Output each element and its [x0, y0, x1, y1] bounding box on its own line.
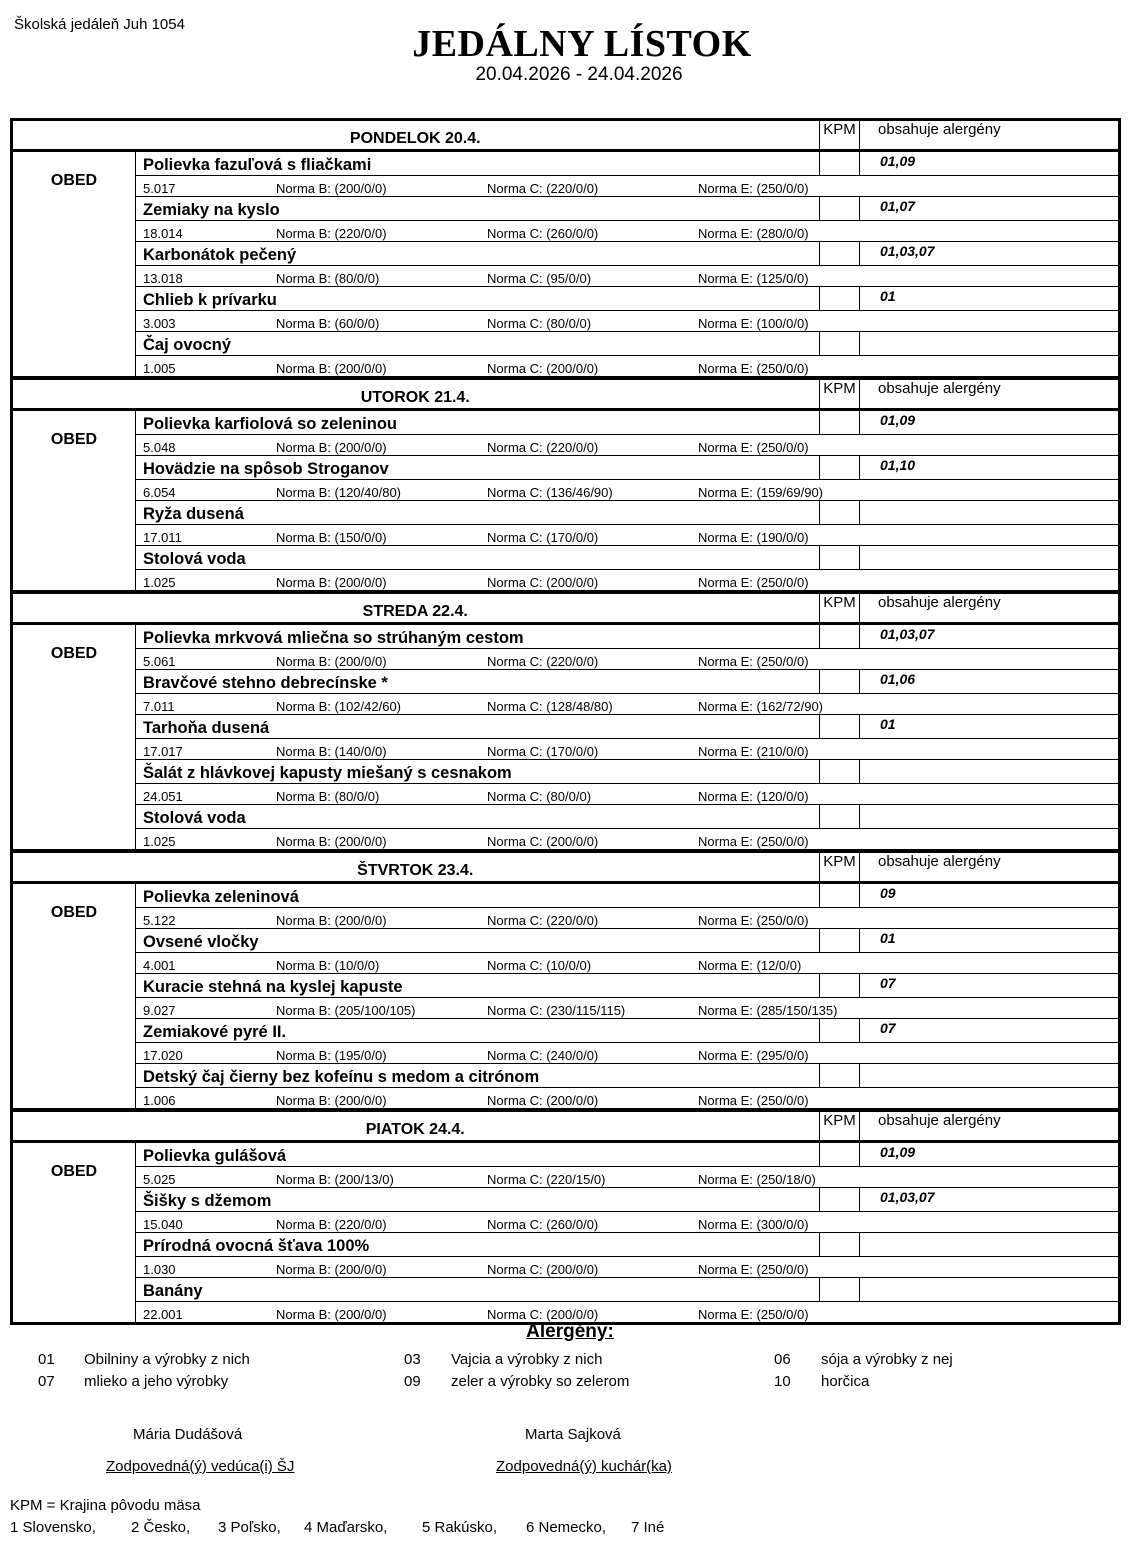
kpm-cell [820, 151, 860, 176]
norm-c: Norma C: (240/0/0) [487, 1048, 599, 1063]
dish-allergens: 01,03,07 [860, 624, 1120, 649]
dish-row [12, 1142, 1120, 1167]
norm-b: Norma B: (120/40/80) [276, 485, 402, 500]
kpm-cell [820, 1064, 860, 1088]
dish-row [12, 974, 1120, 998]
kpm-cell [820, 1278, 860, 1302]
dish-name: Kuracie stehná na kyslej kapuste [136, 974, 820, 998]
country-item: 5 Rakúsko, [422, 1519, 498, 1536]
norm-e: Norma E: (120/0/0) [698, 789, 809, 804]
norm-c: Norma C: (200/0/0) [487, 1093, 599, 1108]
allergen-code: 09 [404, 1373, 421, 1390]
country-item: 2 Česko, [131, 1519, 191, 1536]
dish-row [12, 410, 1120, 435]
dish-row [12, 715, 1120, 739]
dish-name: Šišky s džemom [136, 1188, 820, 1212]
norm-row [12, 1212, 1120, 1233]
kpm-cell [820, 332, 860, 356]
norm-b: Norma B: (200/0/0) [276, 834, 387, 849]
dish-row [12, 332, 1120, 356]
manager-name: Mária Dudášová [133, 1426, 243, 1443]
norm-e: Norma E: (280/0/0) [698, 226, 809, 241]
dish-row [12, 197, 1120, 221]
norm-c: Norma C: (95/0/0) [487, 271, 592, 286]
kpm-cell [820, 974, 860, 998]
norm-b: Norma B: (200/13/0) [276, 1172, 394, 1187]
norm-e: Norma E: (250/18/0) [698, 1172, 816, 1187]
norm-row [12, 953, 1120, 974]
dish-code: 1.025 [143, 834, 176, 849]
norm-c: Norma C: (136/46/90) [487, 485, 613, 500]
dish-code: 3.003 [143, 316, 176, 331]
norm-row [12, 356, 1120, 377]
dish-name: Stolová voda [136, 546, 820, 570]
norm-b: Norma B: (195/0/0) [276, 1048, 387, 1063]
dish-allergens: 01 [860, 287, 1120, 311]
allergen-text: zeler a výrobky so zelerom [451, 1373, 630, 1390]
norm-row [12, 908, 1120, 929]
manager-role: Zodpovedná(ý) vedúca(i) ŠJ [106, 1458, 295, 1475]
allergens-header: obsahuje alergény [860, 1111, 1120, 1142]
dish-code: 5.122 [143, 913, 176, 928]
dish-row [12, 1278, 1120, 1302]
norm-c: Norma C: (200/0/0) [487, 1307, 599, 1322]
norm-b: Norma B: (200/0/0) [276, 440, 387, 455]
dish-allergens: 09 [860, 883, 1120, 908]
kpm-cell [820, 501, 860, 525]
dish-allergens [860, 1233, 1120, 1257]
kpm-header: KPM [820, 852, 860, 883]
norm-c: Norma C: (10/0/0) [487, 958, 592, 973]
day-block [10, 1109, 1121, 1325]
dish-code: 13.018 [143, 271, 183, 286]
kpm-cell [820, 760, 860, 784]
norm-row [12, 998, 1120, 1019]
dish-row [12, 1019, 1120, 1043]
school-name: Školská jedáleň Juh 1054 [14, 16, 185, 33]
kpm-cell [820, 805, 860, 829]
dish-name: Hovädzie na spôsob Stroganov [136, 456, 820, 480]
kpm-cell [820, 624, 860, 649]
norm-e: Norma E: (250/0/0) [698, 575, 809, 590]
kpm-note: KPM = Krajina pôvodu mäsa [10, 1497, 201, 1514]
norm-b: Norma B: (200/0/0) [276, 1307, 387, 1322]
dish-name: Polievka gulášová [136, 1142, 820, 1167]
norm-c: Norma C: (230/115/115) [487, 1003, 626, 1018]
allergens-title: Alergény: [526, 1321, 614, 1342]
norm-b: Norma B: (80/0/0) [276, 789, 380, 804]
norm-b: Norma B: (102/42/60) [276, 699, 402, 714]
dish-name: Tarhoňa dusená [136, 715, 820, 739]
kpm-header: KPM [820, 1111, 860, 1142]
dish-code: 1.006 [143, 1093, 176, 1108]
norm-e: Norma E: (250/0/0) [698, 1307, 809, 1322]
meal-label: OBED [12, 624, 136, 850]
dish-row [12, 624, 1120, 649]
allergen-code: 07 [38, 1373, 55, 1390]
norm-row [12, 829, 1120, 850]
country-item: 3 Poľsko, [218, 1519, 281, 1536]
country-item: 1 Slovensko, [10, 1519, 96, 1536]
cook-name: Marta Sajková [525, 1426, 621, 1443]
norm-e: Norma E: (162/72/90) [698, 699, 824, 714]
dish-allergens: 01 [860, 715, 1120, 739]
dish-name: Bravčové stehno debrecínske * [136, 670, 820, 694]
dish-name: Polievka mrkvová mliečna so strúhaným cestom [136, 624, 820, 649]
norm-c: Norma C: (220/0/0) [487, 913, 599, 928]
dish-code: 4.001 [143, 958, 176, 973]
day-block [10, 591, 1121, 850]
norm-e: Norma E: (250/0/0) [698, 361, 809, 376]
norm-c: Norma C: (128/48/80) [487, 699, 613, 714]
meal-label: OBED [12, 1142, 136, 1324]
dish-name: Čaj ovocný [136, 332, 820, 356]
norm-c: Norma C: (170/0/0) [487, 744, 599, 759]
dish-row [12, 456, 1120, 480]
norm-row [12, 525, 1120, 546]
allergen-text: Vajcia a výrobky z nich [451, 1351, 603, 1368]
dish-code: 18.014 [143, 226, 183, 241]
kpm-cell [820, 546, 860, 570]
dish-allergens [860, 1278, 1120, 1302]
allergens-header: obsahuje alergény [860, 852, 1120, 883]
norm-row [12, 1167, 1120, 1188]
dish-code: 1.030 [143, 1262, 176, 1277]
norm-c: Norma C: (200/0/0) [487, 361, 599, 376]
norm-row [12, 435, 1120, 456]
dish-code: 5.061 [143, 654, 176, 669]
kpm-cell [820, 670, 860, 694]
dish-code: 1.025 [143, 575, 176, 590]
allergens-header: obsahuje alergény [860, 120, 1120, 151]
dish-allergens: 07 [860, 1019, 1120, 1043]
day-block [10, 850, 1121, 1109]
norm-b: Norma B: (200/0/0) [276, 361, 387, 376]
dish-code: 22.001 [143, 1307, 183, 1322]
country-item: 6 Nemecko, [526, 1519, 607, 1536]
norm-b: Norma B: (200/0/0) [276, 913, 387, 928]
kpm-cell [820, 287, 860, 311]
norm-c: Norma C: (260/0/0) [487, 226, 599, 241]
day-block [10, 118, 1121, 377]
dish-code: 5.025 [143, 1172, 176, 1187]
kpm-header: KPM [820, 593, 860, 624]
dish-row [12, 760, 1120, 784]
kpm-cell [820, 1233, 860, 1257]
meal-label: OBED [12, 410, 136, 591]
kpm-header: KPM [820, 379, 860, 410]
norm-b: Norma B: (220/0/0) [276, 226, 387, 241]
norm-b: Norma B: (200/0/0) [276, 181, 387, 196]
dish-allergens: 01,09 [860, 151, 1120, 176]
kpm-cell [820, 410, 860, 435]
norm-b: Norma B: (200/0/0) [276, 654, 387, 669]
norm-e: Norma E: (250/0/0) [698, 1262, 809, 1277]
page-title: JEDÁLNY LÍSTOK [412, 23, 752, 65]
dish-row [12, 929, 1120, 953]
norm-c: Norma C: (80/0/0) [487, 789, 592, 804]
dish-code: 5.048 [143, 440, 176, 455]
norm-e: Norma E: (250/0/0) [698, 181, 809, 196]
norm-e: Norma E: (250/0/0) [698, 834, 809, 849]
dish-allergens: 01 [860, 929, 1120, 953]
dish-code: 5.017 [143, 181, 176, 196]
norm-row [12, 221, 1120, 242]
dish-allergens: 01,07 [860, 197, 1120, 221]
dish-code: 15.040 [143, 1217, 183, 1232]
dish-row [12, 670, 1120, 694]
dish-allergens: 01,03,07 [860, 242, 1120, 266]
norm-e: Norma E: (159/69/90) [698, 485, 824, 500]
dish-allergens [860, 760, 1120, 784]
dish-code: 17.017 [143, 744, 183, 759]
kpm-cell [820, 715, 860, 739]
cook-role: Zodpovedná(ý) kuchár(ka) [496, 1458, 672, 1475]
dish-row [12, 805, 1120, 829]
allergen-code: 06 [774, 1351, 791, 1368]
allergen-text: horčica [821, 1373, 870, 1390]
allergen-text: Obilniny a výrobky z nich [84, 1351, 250, 1368]
dish-row [12, 501, 1120, 525]
date-range: 20.04.2026 - 24.04.2026 [475, 64, 683, 85]
norm-e: Norma E: (250/0/0) [698, 913, 809, 928]
dish-name: Polievka karfiolová so zeleninou [136, 410, 820, 435]
norm-c: Norma C: (220/0/0) [487, 440, 599, 455]
dish-name: Šalát z hlávkovej kapusty miešaný s cesnakom [136, 760, 820, 784]
norm-e: Norma E: (190/0/0) [698, 530, 809, 545]
norm-c: Norma C: (220/0/0) [487, 654, 599, 669]
kpm-cell [820, 929, 860, 953]
norm-b: Norma B: (140/0/0) [276, 744, 387, 759]
norm-row [12, 570, 1120, 591]
dish-name: Zemiaky na kyslo [136, 197, 820, 221]
norm-row [12, 784, 1120, 805]
norm-e: Norma E: (285/150/135) [698, 1003, 838, 1018]
norm-e: Norma E: (250/0/0) [698, 654, 809, 669]
kpm-header: KPM [820, 120, 860, 151]
day-name: ŠTVRTOK 23.4. [136, 852, 820, 883]
norm-row [12, 480, 1120, 501]
norm-row [12, 1043, 1120, 1064]
norm-row [12, 1257, 1120, 1278]
norm-row [12, 649, 1120, 670]
norm-e: Norma E: (125/0/0) [698, 271, 809, 286]
norm-c: Norma C: (220/0/0) [487, 181, 599, 196]
norm-b: Norma B: (150/0/0) [276, 530, 387, 545]
dish-name: Prírodná ovocná šťava 100% [136, 1233, 820, 1257]
dish-allergens [860, 501, 1120, 525]
kpm-cell [820, 197, 860, 221]
dish-name: Stolová voda [136, 805, 820, 829]
dish-row [12, 287, 1120, 311]
norm-e: Norma E: (100/0/0) [698, 316, 809, 331]
kpm-cell [820, 883, 860, 908]
norm-c: Norma C: (200/0/0) [487, 575, 599, 590]
kpm-cell [820, 456, 860, 480]
dish-name: Banány [136, 1278, 820, 1302]
norm-row [12, 176, 1120, 197]
country-item: 7 Iné [631, 1519, 665, 1536]
norm-e: Norma E: (250/0/0) [698, 1093, 809, 1108]
allergens-header: obsahuje alergény [860, 379, 1120, 410]
norm-b: Norma B: (220/0/0) [276, 1217, 387, 1232]
norm-e: Norma E: (295/0/0) [698, 1048, 809, 1063]
norm-e: Norma E: (210/0/0) [698, 744, 809, 759]
dish-code: 24.051 [143, 789, 183, 804]
norm-b: Norma B: (205/100/105) [276, 1003, 416, 1018]
dish-allergens: 01,03,07 [860, 1188, 1120, 1212]
allergens-header: obsahuje alergény [860, 593, 1120, 624]
dish-row [12, 1188, 1120, 1212]
norm-c: Norma C: (200/0/0) [487, 1262, 599, 1277]
dish-allergens: 01,09 [860, 1142, 1120, 1167]
dish-allergens: 01,09 [860, 410, 1120, 435]
dish-row [12, 1233, 1120, 1257]
dish-allergens [860, 546, 1120, 570]
day-name: PIATOK 24.4. [136, 1111, 820, 1142]
meal-label: OBED [12, 883, 136, 1109]
kpm-cell [820, 1019, 860, 1043]
norm-b: Norma B: (200/0/0) [276, 1093, 387, 1108]
dish-code: 6.054 [143, 485, 176, 500]
dish-code: 1.005 [143, 361, 176, 376]
norm-b: Norma B: (200/0/0) [276, 1262, 387, 1277]
dish-code: 17.011 [143, 530, 182, 545]
dish-name: Zemiakové pyré II. [136, 1019, 820, 1043]
dish-row [12, 151, 1120, 176]
norm-c: Norma C: (260/0/0) [487, 1217, 599, 1232]
norm-e: Norma E: (250/0/0) [698, 440, 809, 455]
norm-b: Norma B: (60/0/0) [276, 316, 380, 331]
norm-b: Norma B: (80/0/0) [276, 271, 380, 286]
dish-name: Ovsené vločky [136, 929, 820, 953]
menu-table [10, 118, 1121, 1325]
dish-allergens [860, 332, 1120, 356]
day-name: UTOROK 21.4. [136, 379, 820, 410]
norm-c: Norma C: (170/0/0) [487, 530, 599, 545]
dish-name: Ryža dusená [136, 501, 820, 525]
dish-name: Polievka fazuľová s fliačkami [136, 151, 820, 176]
day-name: STREDA 22.4. [136, 593, 820, 624]
dish-allergens: 07 [860, 974, 1120, 998]
norm-c: Norma C: (220/15/0) [487, 1172, 606, 1187]
allergen-code: 01 [38, 1351, 55, 1368]
norm-c: Norma C: (200/0/0) [487, 834, 599, 849]
norm-row [12, 311, 1120, 332]
dish-code: 9.027 [143, 1003, 176, 1018]
allergen-code: 10 [774, 1373, 791, 1390]
allergen-text: sója a výrobky z nej [821, 1351, 953, 1368]
norm-row [12, 694, 1120, 715]
allergen-code: 03 [404, 1351, 421, 1368]
norm-b: Norma B: (10/0/0) [276, 958, 380, 973]
dish-name: Chlieb k prívarku [136, 287, 820, 311]
dish-name: Polievka zeleninová [136, 883, 820, 908]
dish-allergens [860, 1064, 1120, 1088]
dish-code: 17.020 [143, 1048, 183, 1063]
dish-allergens: 01,10 [860, 456, 1120, 480]
dish-row [12, 242, 1120, 266]
kpm-cell [820, 242, 860, 266]
norm-e: Norma E: (12/0/0) [698, 958, 802, 973]
day-name: PONDELOK 20.4. [136, 120, 820, 151]
allergen-text: mlieko a jeho výrobky [84, 1373, 229, 1390]
dish-code: 7.011 [143, 699, 175, 714]
norm-c: Norma C: (80/0/0) [487, 316, 592, 331]
dish-name: Karbonátok pečený [136, 242, 820, 266]
norm-b: Norma B: (200/0/0) [276, 575, 387, 590]
norm-row [12, 739, 1120, 760]
norm-e: Norma E: (300/0/0) [698, 1217, 809, 1232]
kpm-cell [820, 1188, 860, 1212]
dish-row [12, 1064, 1120, 1088]
country-item: 4 Maďarsko, [304, 1519, 388, 1536]
dish-row [12, 546, 1120, 570]
dish-allergens [860, 805, 1120, 829]
kpm-cell [820, 1142, 860, 1167]
norm-row [12, 266, 1120, 287]
dish-row [12, 883, 1120, 908]
dish-name: Detský čaj čierny bez kofeínu s medom a citrónom [136, 1064, 820, 1088]
day-block [10, 377, 1121, 591]
meal-label: OBED [12, 151, 136, 377]
norm-row [12, 1088, 1120, 1109]
dish-allergens: 01,06 [860, 670, 1120, 694]
